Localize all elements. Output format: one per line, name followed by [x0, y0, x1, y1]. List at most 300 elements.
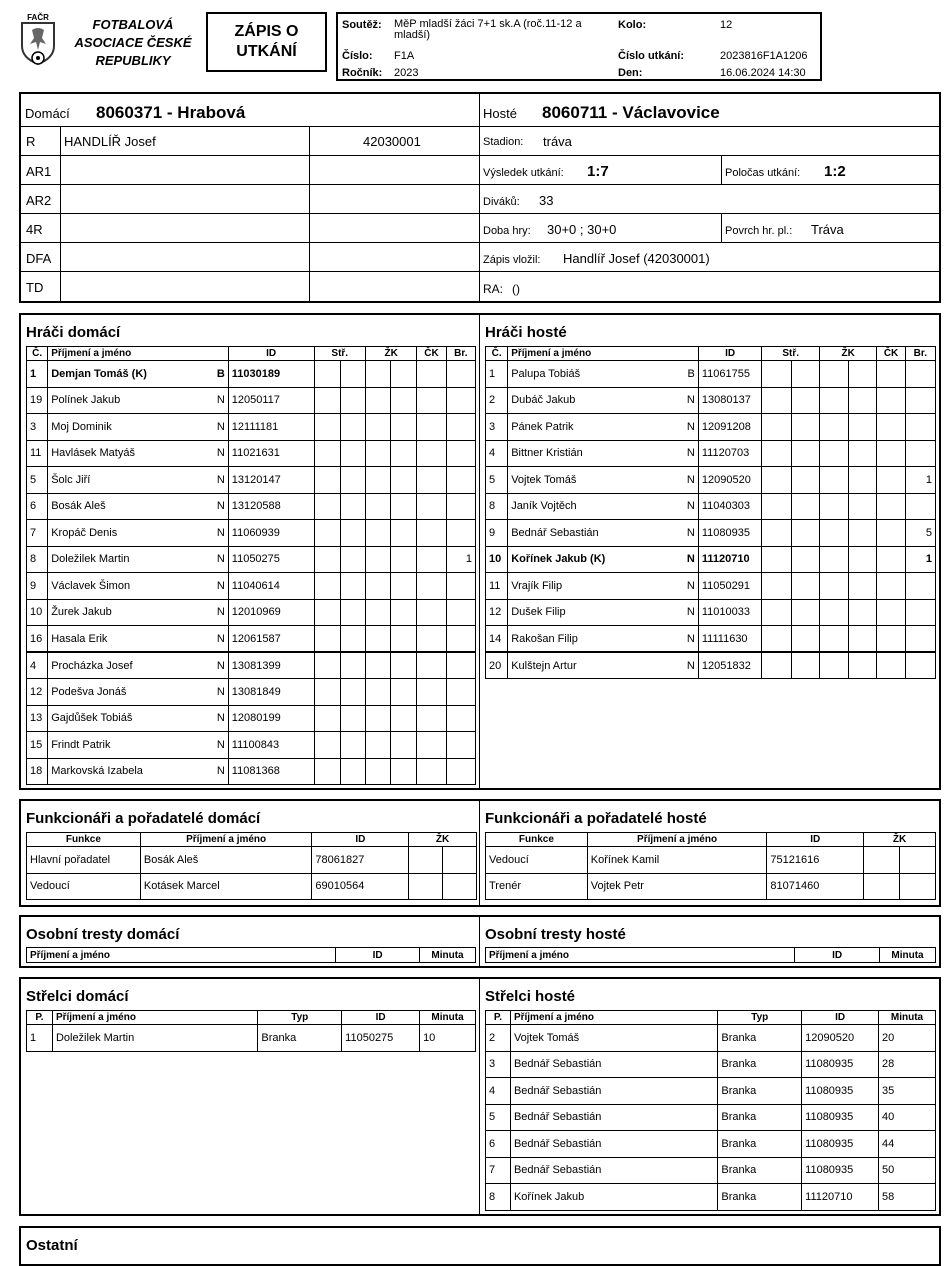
away-label: Hosté [483, 106, 517, 121]
empty-cell [365, 705, 390, 732]
empty-cell [365, 520, 390, 547]
scorer-order: 5 [486, 1104, 511, 1131]
player-name-cell [508, 652, 699, 679]
scorer-minute: 28 [879, 1051, 936, 1078]
empty-cell [877, 652, 905, 679]
player-goals: 1 [446, 546, 475, 573]
empty-cell [849, 493, 877, 520]
player-goals [905, 387, 935, 414]
empty-cell [819, 573, 848, 600]
col-header: ID [767, 833, 864, 847]
col-header: ID [342, 1011, 420, 1025]
empty-cell [409, 847, 443, 874]
functionary-role: Trenér [486, 873, 588, 900]
empty-cell [365, 414, 390, 441]
col-header: Příjmení a jméno [510, 1011, 717, 1025]
player-flag: N [686, 553, 695, 566]
player-id: 11120703 [698, 440, 762, 467]
player-name-cell [48, 758, 229, 785]
home-players-title: Hráči domácí [26, 324, 121, 341]
scorer-name: Bednář Sebastián [510, 1104, 717, 1131]
empty-cell [900, 847, 936, 874]
rocnik-value: 2023 [394, 67, 419, 79]
empty-cell [791, 440, 819, 467]
player-number: 3 [486, 414, 508, 441]
stadion-label: Stadion: [483, 136, 524, 148]
player-name: Frindt Patrik [51, 738, 111, 751]
player-goals [446, 705, 475, 732]
player-goals [446, 758, 475, 785]
player-goals: 1 [905, 467, 935, 494]
player-name: Kulštejn Artur [511, 659, 577, 672]
col-header: P. [27, 1011, 53, 1025]
empty-cell [762, 387, 791, 414]
player-name-cell [508, 467, 699, 494]
empty-cell [417, 493, 446, 520]
scorer-name: Doležilek Martin [52, 1025, 257, 1052]
empty-cell [340, 732, 365, 759]
empty-cell [877, 573, 905, 600]
player-name-cell [48, 440, 229, 467]
empty-cell [417, 652, 446, 679]
empty-cell [365, 467, 390, 494]
empty-cell [314, 414, 340, 441]
player-goals [446, 679, 475, 706]
empty-cell [391, 758, 417, 785]
empty-cell [819, 520, 848, 547]
empty-cell [849, 387, 877, 414]
player-name-cell [508, 414, 699, 441]
col-header: ŽK [365, 347, 416, 361]
empty-cell [791, 493, 819, 520]
den-label: Den: [618, 67, 643, 79]
player-name: Janík Vojtěch [511, 500, 577, 513]
empty-cell [791, 546, 819, 573]
player-number: 10 [27, 599, 48, 626]
player-goals [905, 361, 935, 388]
scorer-minute: 40 [879, 1104, 936, 1131]
player-name-cell [48, 414, 229, 441]
org-name: FOTBALOVÁ ASOCIACE ČESKÉ REPUBLIKY [74, 17, 192, 68]
player-goals [446, 493, 475, 520]
player-number: 15 [27, 732, 48, 759]
empty-cell [365, 387, 390, 414]
den-value: 16.06.2024 14:30 [720, 67, 806, 79]
player-flag: N [216, 553, 225, 566]
match-info-section [19, 92, 941, 303]
home-penalties-table [26, 947, 476, 963]
empty-cell [391, 387, 417, 414]
player-name-cell [48, 493, 229, 520]
ra-value: () [512, 282, 520, 296]
functionary-id: 78061827 [312, 847, 409, 874]
rocnik-label: Ročník: [342, 67, 383, 79]
empty-cell [314, 520, 340, 547]
player-row [27, 467, 476, 494]
player-row [27, 758, 476, 785]
empty-cell [819, 493, 848, 520]
empty-cell [417, 520, 446, 547]
player-name-cell [48, 705, 229, 732]
empty-cell [391, 599, 417, 626]
player-flag: N [216, 765, 225, 778]
empty-cell [365, 732, 390, 759]
player-flag: N [216, 447, 225, 460]
col-header: ID [312, 833, 409, 847]
player-number: 16 [27, 626, 48, 653]
scorer-row [486, 1078, 936, 1105]
scorer-id: 11080935 [802, 1051, 879, 1078]
player-goals [905, 652, 935, 679]
empty-cell [791, 599, 819, 626]
player-row [486, 520, 936, 547]
player-row [27, 679, 476, 706]
player-id: 11080935 [698, 520, 762, 547]
player-goals: 5 [905, 520, 935, 547]
empty-cell [791, 387, 819, 414]
empty-cell [849, 520, 877, 547]
player-id: 11021631 [228, 440, 314, 467]
scorer-type: Branka [718, 1051, 802, 1078]
empty-cell [314, 573, 340, 600]
player-goals [446, 652, 475, 679]
empty-cell [877, 520, 905, 547]
functionary-row [27, 847, 477, 874]
player-name-cell [48, 546, 229, 573]
official-role: AR1 [26, 164, 52, 179]
player-id: 13081849 [228, 679, 314, 706]
player-row [27, 440, 476, 467]
empty-cell [819, 599, 848, 626]
functionary-id: 75121616 [767, 847, 864, 874]
functionary-row [486, 847, 936, 874]
col-header: Minuta [420, 948, 476, 963]
col-header: Minuta [879, 1011, 936, 1025]
player-name: Polínek Jakub [51, 394, 121, 407]
empty-cell [791, 361, 819, 388]
player-name: Dubáč Jakub [511, 394, 576, 407]
player-flag: N [216, 738, 225, 751]
player-goals [905, 599, 935, 626]
empty-cell [417, 758, 446, 785]
empty-cell [391, 493, 417, 520]
empty-cell [340, 679, 365, 706]
empty-cell [391, 414, 417, 441]
player-number: 5 [486, 467, 508, 494]
player-name: Kořínek Jakub (K) [511, 553, 606, 566]
scorer-minute: 20 [879, 1025, 936, 1052]
empty-cell [391, 705, 417, 732]
player-row [27, 493, 476, 520]
player-id: 11061755 [698, 361, 762, 388]
empty-cell [365, 361, 390, 388]
player-flag: N [686, 473, 695, 486]
empty-cell [877, 387, 905, 414]
player-number: 19 [27, 387, 48, 414]
scorer-type: Branka [258, 1025, 342, 1052]
player-name: Gajdůšek Tobiáš [51, 712, 133, 725]
empty-cell [391, 440, 417, 467]
player-number: 8 [486, 493, 508, 520]
player-name: Václavek Šimon [51, 579, 131, 592]
empty-cell [340, 387, 365, 414]
empty-cell [849, 467, 877, 494]
empty-cell [417, 705, 446, 732]
scorer-minute: 58 [879, 1184, 936, 1211]
scorer-row [27, 1025, 476, 1052]
player-number: 11 [486, 573, 508, 600]
result-label: Výsledek utkání: [483, 167, 564, 179]
empty-cell [762, 599, 791, 626]
col-header: Příjmení a jméno [52, 1011, 257, 1025]
col-header: ID [795, 948, 880, 963]
cislo-utkani-value: 2023816F1A1206 [720, 50, 808, 62]
player-number: 12 [486, 599, 508, 626]
col-header: Příjmení a jméno [27, 948, 336, 963]
empty-cell [340, 493, 365, 520]
scorers-section [19, 977, 941, 1216]
empty-cell [365, 599, 390, 626]
functionary-name: Bosák Aleš [140, 847, 312, 874]
player-row [27, 520, 476, 547]
col-header: ID [698, 347, 762, 361]
empty-cell [365, 440, 390, 467]
empty-cell [340, 758, 365, 785]
col-header: Typ [718, 1011, 802, 1025]
player-flag: N [686, 394, 695, 407]
player-name-cell [48, 652, 229, 679]
official-role: DFA [26, 251, 52, 266]
empty-cell [849, 361, 877, 388]
scorer-order: 6 [486, 1131, 511, 1158]
empty-cell [391, 652, 417, 679]
player-name: Žurek Jakub [51, 606, 112, 619]
match-info-box [336, 12, 822, 81]
col-header: Příjmení a jméno [508, 347, 699, 361]
empty-cell [365, 758, 390, 785]
kolo-value: 12 [720, 19, 733, 31]
player-id: 11081368 [228, 758, 314, 785]
empty-cell [340, 573, 365, 600]
empty-cell [365, 679, 390, 706]
player-name: Moj Dominik [51, 420, 112, 433]
empty-cell [849, 440, 877, 467]
empty-cell [365, 573, 390, 600]
duration-label: Doba hry: [483, 225, 531, 237]
doc-title-box [206, 12, 327, 72]
empty-cell [391, 626, 417, 653]
empty-cell [762, 520, 791, 547]
empty-cell [849, 599, 877, 626]
player-number: 12 [27, 679, 48, 706]
functionary-row [486, 873, 936, 900]
col-header: Příjmení a jméno [486, 948, 795, 963]
empty-cell [849, 626, 877, 653]
player-row [27, 361, 476, 388]
player-row [486, 599, 936, 626]
scorer-id: 11050275 [342, 1025, 420, 1052]
col-header: Br. [446, 347, 475, 361]
logo-text: FAČR [27, 13, 49, 22]
player-flag: N [216, 632, 225, 645]
player-row [486, 414, 936, 441]
scorer-row [486, 1051, 936, 1078]
empty-cell [417, 361, 446, 388]
player-number: 8 [27, 546, 48, 573]
scorer-row [486, 1184, 936, 1211]
empty-cell [791, 626, 819, 653]
player-row [486, 493, 936, 520]
player-id: 13120588 [228, 493, 314, 520]
player-id: 13080137 [698, 387, 762, 414]
scorer-type: Branka [718, 1025, 802, 1052]
player-name-cell [508, 626, 699, 653]
submitted-by-label: Zápis vložil: [483, 254, 541, 266]
col-header: Příjmení a jméno [48, 347, 229, 361]
soutez-value: MěP mladší žáci 7+1 sk.A (roč.11-12 a mladší) [394, 18, 582, 41]
col-header: Stř. [314, 347, 365, 361]
empty-cell [762, 361, 791, 388]
empty-cell [791, 414, 819, 441]
player-flag: N [686, 579, 695, 592]
empty-cell [391, 520, 417, 547]
scorer-row [486, 1131, 936, 1158]
player-name: Bosák Aleš [51, 500, 106, 513]
empty-cell [340, 440, 365, 467]
player-row [486, 467, 936, 494]
player-number: 4 [486, 440, 508, 467]
empty-cell [314, 705, 340, 732]
player-id: 12061587 [228, 626, 314, 653]
col-header: Minuta [420, 1011, 476, 1025]
col-header: ŽK [409, 833, 477, 847]
empty-cell [417, 440, 446, 467]
empty-cell [762, 626, 791, 653]
player-name: Hasala Erik [51, 632, 108, 645]
surface-value: Tráva [811, 222, 844, 237]
empty-cell [391, 546, 417, 573]
player-flag: N [686, 420, 695, 433]
player-flag: N [216, 473, 225, 486]
player-name-cell [508, 493, 699, 520]
player-name-cell [508, 520, 699, 547]
player-name: Šolc Jiří [51, 473, 91, 486]
empty-cell [877, 546, 905, 573]
empty-cell [762, 467, 791, 494]
player-goals [446, 520, 475, 547]
ra-label: RA: [483, 282, 504, 296]
col-header: ID [336, 948, 420, 963]
empty-cell [849, 546, 877, 573]
home-players-table [26, 346, 476, 785]
scorer-id: 11080935 [802, 1131, 879, 1158]
col-header: Č. [27, 347, 48, 361]
player-number: 3 [27, 414, 48, 441]
submitted-by-value: Handlíř Josef (42030001) [563, 251, 710, 266]
official-role: 4R [26, 222, 43, 237]
player-id: 11060939 [228, 520, 314, 547]
player-goals [446, 414, 475, 441]
player-name-cell [48, 599, 229, 626]
scorer-type: Branka [718, 1157, 802, 1184]
player-flag: N [686, 632, 695, 645]
home-functionaries-title: Funkcionáři a pořadatelé domácí [26, 810, 261, 827]
empty-cell [417, 546, 446, 573]
player-flag: N [216, 500, 225, 513]
player-row [486, 546, 936, 573]
empty-cell [877, 599, 905, 626]
player-name: Dušek Filip [511, 606, 566, 619]
penalties-section [19, 915, 941, 968]
scorer-id: 11080935 [802, 1104, 879, 1131]
player-number: 10 [486, 546, 508, 573]
player-name: Vojtek Tomáš [511, 473, 577, 486]
functionary-id: 81071460 [767, 873, 864, 900]
player-name: Kropáč Denis [51, 526, 118, 539]
col-header: ČK [877, 347, 905, 361]
empty-cell [864, 873, 900, 900]
empty-cell [314, 387, 340, 414]
scorer-row [486, 1104, 936, 1131]
empty-cell [762, 573, 791, 600]
player-name-cell [508, 361, 699, 388]
player-goals [446, 387, 475, 414]
empty-cell [877, 626, 905, 653]
empty-cell [877, 467, 905, 494]
empty-cell [443, 873, 477, 900]
scorer-name: Bednář Sebastián [510, 1131, 717, 1158]
empty-cell [340, 599, 365, 626]
empty-cell [365, 652, 390, 679]
empty-cell [340, 652, 365, 679]
away-functionaries-title: Funkcionáři a pořadatelé hosté [485, 810, 707, 827]
player-row [486, 361, 936, 388]
functionaries-section [19, 799, 941, 907]
player-row [486, 387, 936, 414]
scorer-name: Bednář Sebastián [510, 1078, 717, 1105]
empty-cell [762, 546, 791, 573]
empty-cell [314, 626, 340, 653]
player-number: 13 [27, 705, 48, 732]
scorer-order: 2 [486, 1025, 511, 1052]
player-id: 13120147 [228, 467, 314, 494]
halftime-value: 1:2 [824, 163, 846, 180]
player-name-cell [508, 546, 699, 573]
official-name: HANDLÍŘ Josef [64, 134, 156, 149]
functionary-id: 69010564 [312, 873, 409, 900]
empty-cell [819, 361, 848, 388]
empty-cell [417, 626, 446, 653]
empty-cell [314, 440, 340, 467]
official-role: AR2 [26, 193, 52, 208]
empty-cell [791, 652, 819, 679]
player-row [27, 414, 476, 441]
player-goals [905, 440, 935, 467]
player-flag: N [216, 712, 225, 725]
away-team: 8060711 - Václavovice [542, 103, 720, 122]
empty-cell [819, 626, 848, 653]
player-number: 11 [27, 440, 48, 467]
player-id: 11040614 [228, 573, 314, 600]
duration-value: 30+0 ; 30+0 [547, 222, 617, 237]
empty-cell [314, 652, 340, 679]
functionary-row [27, 873, 477, 900]
col-header: Č. [486, 347, 508, 361]
empty-cell [314, 758, 340, 785]
col-header: Stř. [762, 347, 820, 361]
scorer-id: 12090520 [802, 1025, 879, 1052]
player-name: Havlásek Matyáš [51, 447, 135, 460]
